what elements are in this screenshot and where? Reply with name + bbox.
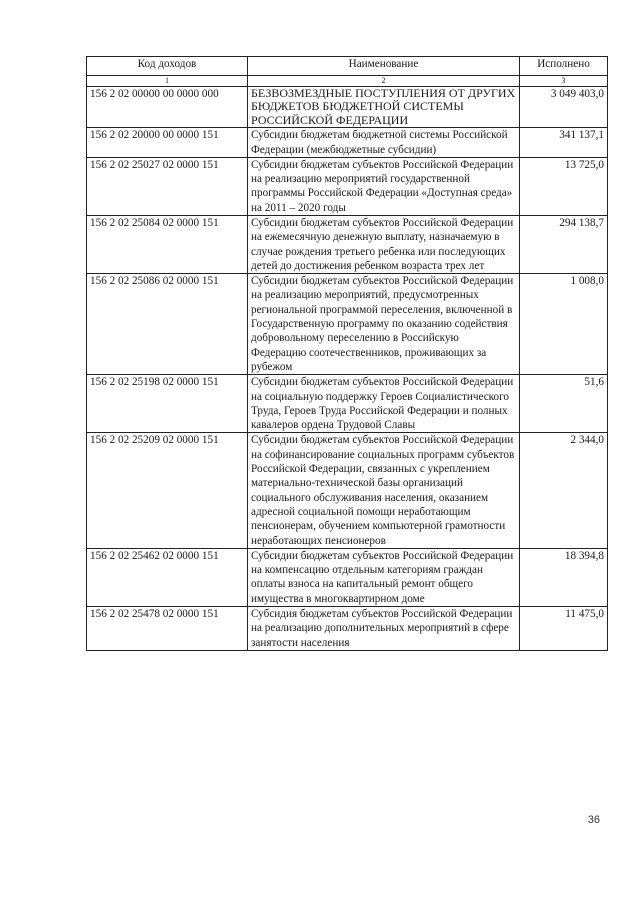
revenue-code: 156 2 02 25086 02 0000 151: [87, 274, 248, 375]
executed-amount: 51,6: [520, 375, 608, 433]
revenue-code: 156 2 02 25478 02 0000 151: [87, 607, 248, 651]
header-code: Код доходов: [87, 57, 248, 76]
header-row: [87, 57, 608, 76]
revenue-name: БЕЗВОЗМЕЗДНЫЕ ПОСТУПЛЕНИЯ ОТ ДРУГИХ БЮДЖЕТОВ БЮДЖЕТНОЙ СИСТЕМЫ РОССИЙСКОЙ ФЕДЕРАЦИИ: [248, 87, 520, 128]
executed-amount: 3 049 403,0: [520, 87, 608, 128]
revenue-code: 156 2 02 25084 02 0000 151: [87, 216, 248, 274]
table-row: [87, 87, 608, 128]
executed-amount: 13 725,0: [520, 157, 608, 215]
table-row: [87, 607, 608, 651]
column-number: 2: [248, 76, 520, 87]
revenue-name: Субсидии бюджетам субъектов Российской Федерации на ежемесячную денежную выплату, назначаемую в случае рождения третьего ребенка или последующих детей до достижения ребенком возраста трех лет: [248, 216, 520, 274]
table-row: [87, 216, 608, 274]
executed-amount: 11 475,0: [520, 607, 608, 651]
revenue-code: 156 2 02 25209 02 0000 151: [87, 433, 248, 548]
column-number-row: [87, 76, 608, 87]
executed-amount: 2 344,0: [520, 433, 608, 548]
revenue-code: 156 2 02 25462 02 0000 151: [87, 548, 248, 606]
table-row: [87, 375, 608, 433]
executed-amount: 18 394,8: [520, 548, 608, 606]
revenue-name: Субсидии бюджетам субъектов Российской Федерации на компенсацию отдельным категориям граждан оплаты взноса на капитальный ремонт общего имущества в многоквартирном доме: [248, 548, 520, 606]
revenue-code: 156 2 02 25198 02 0000 151: [87, 375, 248, 433]
revenue-name: Субсидия бюджетам субъектов Российской Федерации на реализацию дополнительных мероприятий в сфере занятости населения: [248, 607, 520, 651]
executed-amount: 294 138,7: [520, 216, 608, 274]
revenue-code: 156 2 02 25027 02 0000 151: [87, 157, 248, 215]
revenue-code: 156 2 02 20000 00 0000 151: [87, 128, 248, 158]
column-number: 3: [520, 76, 608, 87]
table-row: [87, 274, 608, 375]
executed-amount: 341 137,1: [520, 128, 608, 158]
revenue-name: Субсидии бюджетам субъектов Российской Федерации на реализацию мероприятий государственной программы Российской Федерации «Доступная среда» на 2011 – 2020 годы: [248, 157, 520, 215]
revenue-table: [86, 56, 608, 651]
revenue-name: Субсидии бюджетам субъектов Российской Федерации на софинансирование социальных программ субъектов Российской Федерации, связанных с укреплением материально-технической базы организаций социального обслуживания населения, оказанием адресной социальной помощи неработающим пенсионерам, обучением компьютерной грамотности неработающих пенсионеров: [248, 433, 520, 548]
revenue-code: 156 2 02 00000 00 0000 000: [87, 87, 248, 128]
revenue-name: Субсидии бюджетам субъектов Российской Федерации на реализацию мероприятий, предусмотренных региональной программой переселения, включенной в Государственную программу по оказанию содействия добровольному переселению в Российскую Федерацию соотечественников, проживающих за рубежом: [248, 274, 520, 375]
revenue-name: Субсидии бюджетам бюджетной системы Российской Федерации (межбюджетные субсидии): [248, 128, 520, 158]
page-number: 36: [587, 814, 600, 826]
executed-amount: 1 008,0: [520, 274, 608, 375]
table-row: [87, 157, 608, 215]
column-number: 1: [87, 76, 248, 87]
table-row: [87, 548, 608, 606]
revenue-name: Субсидии бюджетам субъектов Российской Федерации на социальную поддержку Героев Социалистического Труда, Героев Труда Российской Федерации и полных кавалеров ордена Трудовой Славы: [248, 375, 520, 433]
header-name: Наименование: [248, 57, 520, 76]
header-executed: Исполнено: [520, 57, 608, 76]
table-row: [87, 128, 608, 158]
table-row: [87, 433, 608, 548]
